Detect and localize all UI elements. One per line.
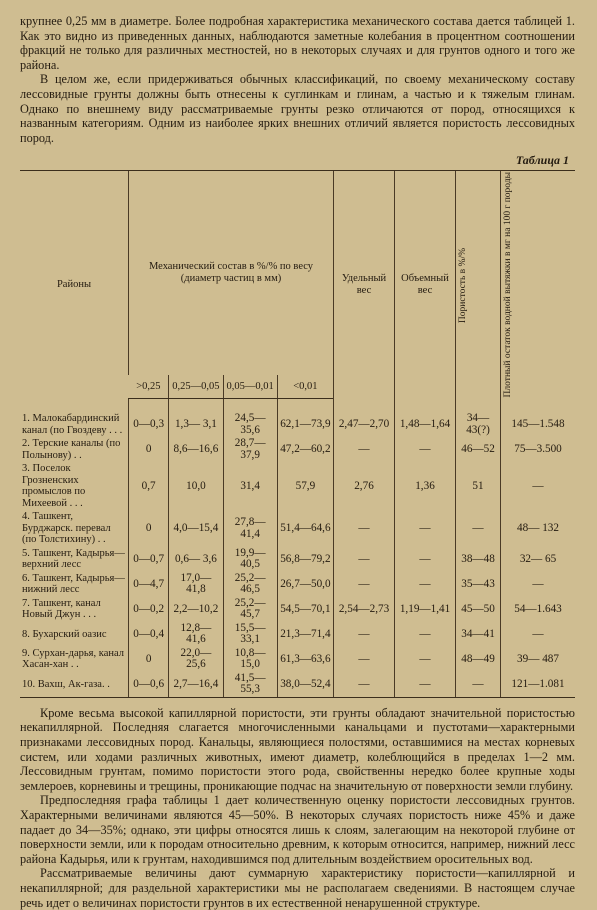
cell-c2: 2,7—16,4 <box>169 672 223 698</box>
cell-spec: 2,54—2,73 <box>334 597 395 622</box>
cell-spec: 2,76 <box>334 462 395 510</box>
paragraph-3: Кроме весьма высокой капиллярной пористости, эти грунты обладают значительной пористостью некапиллярной. Последняя слагается многочисленными канальцами и пустотами—характерными признаками лессовидных пород. Канальцы, являющиеся полостями, оставшимися на местах корневых систем, или ходами различных животных, имеют диаметр, колеблющийся в пределах 1—2 мм. Лессовидным грунтам, помимо пористости этого рода, свойственны нередко более крупные ходы землероев, корневины и трещины, проникающие подчас на значительную от поверхности земли глубину. <box>20 705 575 793</box>
cell-por: 48—49 <box>456 647 501 672</box>
cell-region: 6. Ташкент, Кадырья—нижний лесс <box>22 572 125 596</box>
cell-spec: — <box>334 572 395 597</box>
table-row <box>20 647 575 672</box>
cell-c3: 28,7—37,9 <box>223 437 277 462</box>
cell-spec: — <box>334 510 395 547</box>
cell-spec: — <box>334 622 395 647</box>
cell-c4: 26,7—50,0 <box>277 572 333 597</box>
col-header-dense-residue: Плотный остаток водной вытяжки в мг на 100 г породы <box>501 171 576 399</box>
cell-c1: 0—4,7 <box>129 572 169 597</box>
cell-por: 34—43(?) <box>456 399 501 438</box>
cell-c2: 8,6—16,6 <box>169 437 223 462</box>
cell-vol: 1,36 <box>395 462 456 510</box>
cell-c3: 10,8—15,0 <box>223 647 277 672</box>
col-header-fraction-3: 0,05—0,01 <box>223 375 277 399</box>
table-row <box>20 597 575 622</box>
paragraph-4: Предпоследняя графа таблицы 1 дает количественную оценку пористости лессовидных грунтов. Характерными величинами являются 45—50%. В некоторых случаях пористость ниже 45% и даже падает до 34—35%; однако, эти цифры относятся лишь к слоям, залегающим на некоторой глубине от поверхности земли, или к породам относительно древним, к которым относится, например, нижний лесс района Кадырья, или к грунтам, находившимся под длительным воздействием оросительных вод. <box>20 793 575 866</box>
table-caption: Таблица 1 <box>515 153 569 168</box>
cell-spec: — <box>334 672 395 698</box>
cell-region: 1. Малокабардинский канал (по Гвоздеву . . . <box>22 413 123 436</box>
cell-res: 75—3.500 <box>501 437 576 462</box>
cell-c3: 25,2—45,7 <box>223 597 277 622</box>
cell-c1: 0,7 <box>129 462 169 510</box>
cell-c1: 0 <box>129 510 169 547</box>
cell-vol: 1,19—1,41 <box>395 597 456 622</box>
cell-c4: 56,8—79,2 <box>277 547 333 572</box>
cell-spec: — <box>334 647 395 672</box>
cell-c3: 24,5—35,6 <box>223 399 277 438</box>
paragraph-2: В целом же, если придерживаться обычных классификаций, по своему механическому составу лессовидные грунты должны быть отнесены к суглинкам и глинам, а частью и к тяжелым глинам. Однако по внешнему виду рассматриваемые грунты резко отличаются от пород, относящихся к названным категориям. Одним из наиболее ярких внешних отличий является пористость лессовидных пород. <box>20 72 575 145</box>
cell-por: 46—52 <box>456 437 501 462</box>
cell-res: 32— 65 <box>501 547 576 572</box>
cell-c1: 0—0,2 <box>129 597 169 622</box>
cell-spec: 2,47—2,70 <box>334 399 395 438</box>
table-row <box>20 399 575 438</box>
paragraph-1: крупнее 0,25 мм в диаметре. Более подробная характеристика механического состава дается таблицей 1. Как это видно из приведенных данных, наблюдаются заметные колебания в процентном соотношении фракций не только для различных местностей, но в некоторых случаях и для грунтов одного и того же района. <box>20 14 575 72</box>
cell-c2: 2,2—10,2 <box>169 597 223 622</box>
col-header-fraction-4: <0,01 <box>277 375 333 399</box>
cell-c3: 19,9—40,5 <box>223 547 277 572</box>
table-1 <box>20 170 575 697</box>
cell-c3: 15,5—33,1 <box>223 622 277 647</box>
table-row <box>20 672 575 698</box>
cell-por: 45—50 <box>456 597 501 622</box>
cell-region: 3. Поселок Грозненских промыслов по Михеевой . . . <box>22 463 86 509</box>
cell-c4: 61,3—63,6 <box>277 647 333 672</box>
cell-c4: 62,1—73,9 <box>277 399 333 438</box>
cell-region: 5. Ташкент, Кадырья—верхний лесс <box>22 547 125 571</box>
cell-c4: 57,9 <box>277 462 333 510</box>
cell-c1: 0—0,4 <box>129 622 169 647</box>
cell-c3: 41,5—55,3 <box>223 672 277 698</box>
cell-c4: 47,2—60,2 <box>277 437 333 462</box>
cell-c3: 27,8—41,4 <box>223 510 277 547</box>
paragraph-5: Рассматриваемые величины дают суммарную характеристику пористости—капиллярной и некапиллярной; для раздельной характеристики мы не располагаем сведениями. В настоящем случае речь идет о величинах пористости грунтов в их естественной ненарушенной структуре. <box>20 866 575 910</box>
cell-region: 2. Терские каналы (по Полынову) . . <box>22 438 121 461</box>
cell-res: — <box>501 572 576 597</box>
cell-c2: 12,8—41,6 <box>169 622 223 647</box>
cell-c2: 17,0—41,8 <box>169 572 223 597</box>
cell-region: 4. Ташкент, Бурджарск. перевал (по Толстихину) . . <box>22 511 111 546</box>
col-header-fraction-2: 0,25—0,05 <box>169 375 223 399</box>
cell-c2: 4,0—15,4 <box>169 510 223 547</box>
cell-c1: 0—0,7 <box>129 547 169 572</box>
cell-region: 10. Вахш, Ак-газа. . <box>20 672 129 698</box>
table-row <box>20 462 575 510</box>
cell-spec: — <box>334 437 395 462</box>
cell-por: 38—48 <box>456 547 501 572</box>
cell-region: 7. Ташкент, канал Новый Джун . . . <box>22 597 101 621</box>
cell-c1: 0 <box>129 647 169 672</box>
cell-c4: 38,0—52,4 <box>277 672 333 698</box>
cell-c2: 0,6— 3,6 <box>169 547 223 572</box>
cell-c3: 25,2—46,5 <box>223 572 277 597</box>
col-header-fraction-1: >0,25 <box>129 375 169 399</box>
cell-vol: — <box>395 510 456 547</box>
cell-res: 39— 487 <box>501 647 576 672</box>
cell-res: 54—1.643 <box>501 597 576 622</box>
col-header-specific-weight: Удельный вес <box>334 171 395 399</box>
cell-c1: 0—0,3 <box>129 399 169 438</box>
cell-res: — <box>501 462 576 510</box>
table-row <box>20 572 575 597</box>
cell-c4: 54,5—70,1 <box>277 597 333 622</box>
cell-vol: — <box>395 622 456 647</box>
cell-por: 51 <box>456 462 501 510</box>
cell-por: — <box>456 510 501 547</box>
table-row <box>20 437 575 462</box>
cell-res: 121—1.081 <box>501 672 576 698</box>
cell-c4: 51,4—64,6 <box>277 510 333 547</box>
cell-c2: 10,0 <box>169 462 223 510</box>
cell-vol: — <box>395 672 456 698</box>
cell-por: 35—43 <box>456 572 501 597</box>
cell-c2: 22,0—25,6 <box>169 647 223 672</box>
col-header-volume-weight: Объемный вес <box>395 171 456 399</box>
cell-vol: — <box>395 437 456 462</box>
cell-c4: 21,3—71,4 <box>277 622 333 647</box>
cell-region: 9. Сурхан-дарья, канал Хасан-хан . . <box>22 647 124 671</box>
cell-res: 48— 132 <box>501 510 576 547</box>
cell-region: 8. Бухарский оазис <box>22 628 107 640</box>
cell-res: 145—1.548 <box>501 399 576 438</box>
cell-vol: — <box>395 647 456 672</box>
col-header-composition: Механический состав в %/% по весу (диаметр частиц в мм) <box>129 171 334 375</box>
cell-por: — <box>456 672 501 698</box>
cell-por: 34—41 <box>456 622 501 647</box>
cell-c1: 0—0,6 <box>129 672 169 698</box>
table-row <box>20 622 575 647</box>
cell-res: — <box>501 622 576 647</box>
cell-c1: 0 <box>129 437 169 462</box>
table-row <box>20 510 575 547</box>
cell-c2: 1,3— 3,1 <box>169 399 223 438</box>
cell-vol: 1,48—1,64 <box>395 399 456 438</box>
col-header-region: Районы <box>20 171 129 399</box>
cell-c3: 31,4 <box>223 462 277 510</box>
cell-vol: — <box>395 547 456 572</box>
cell-vol: — <box>395 572 456 597</box>
table-row <box>20 547 575 572</box>
cell-spec: — <box>334 547 395 572</box>
col-header-porosity: Пористость в %/% <box>456 171 501 399</box>
